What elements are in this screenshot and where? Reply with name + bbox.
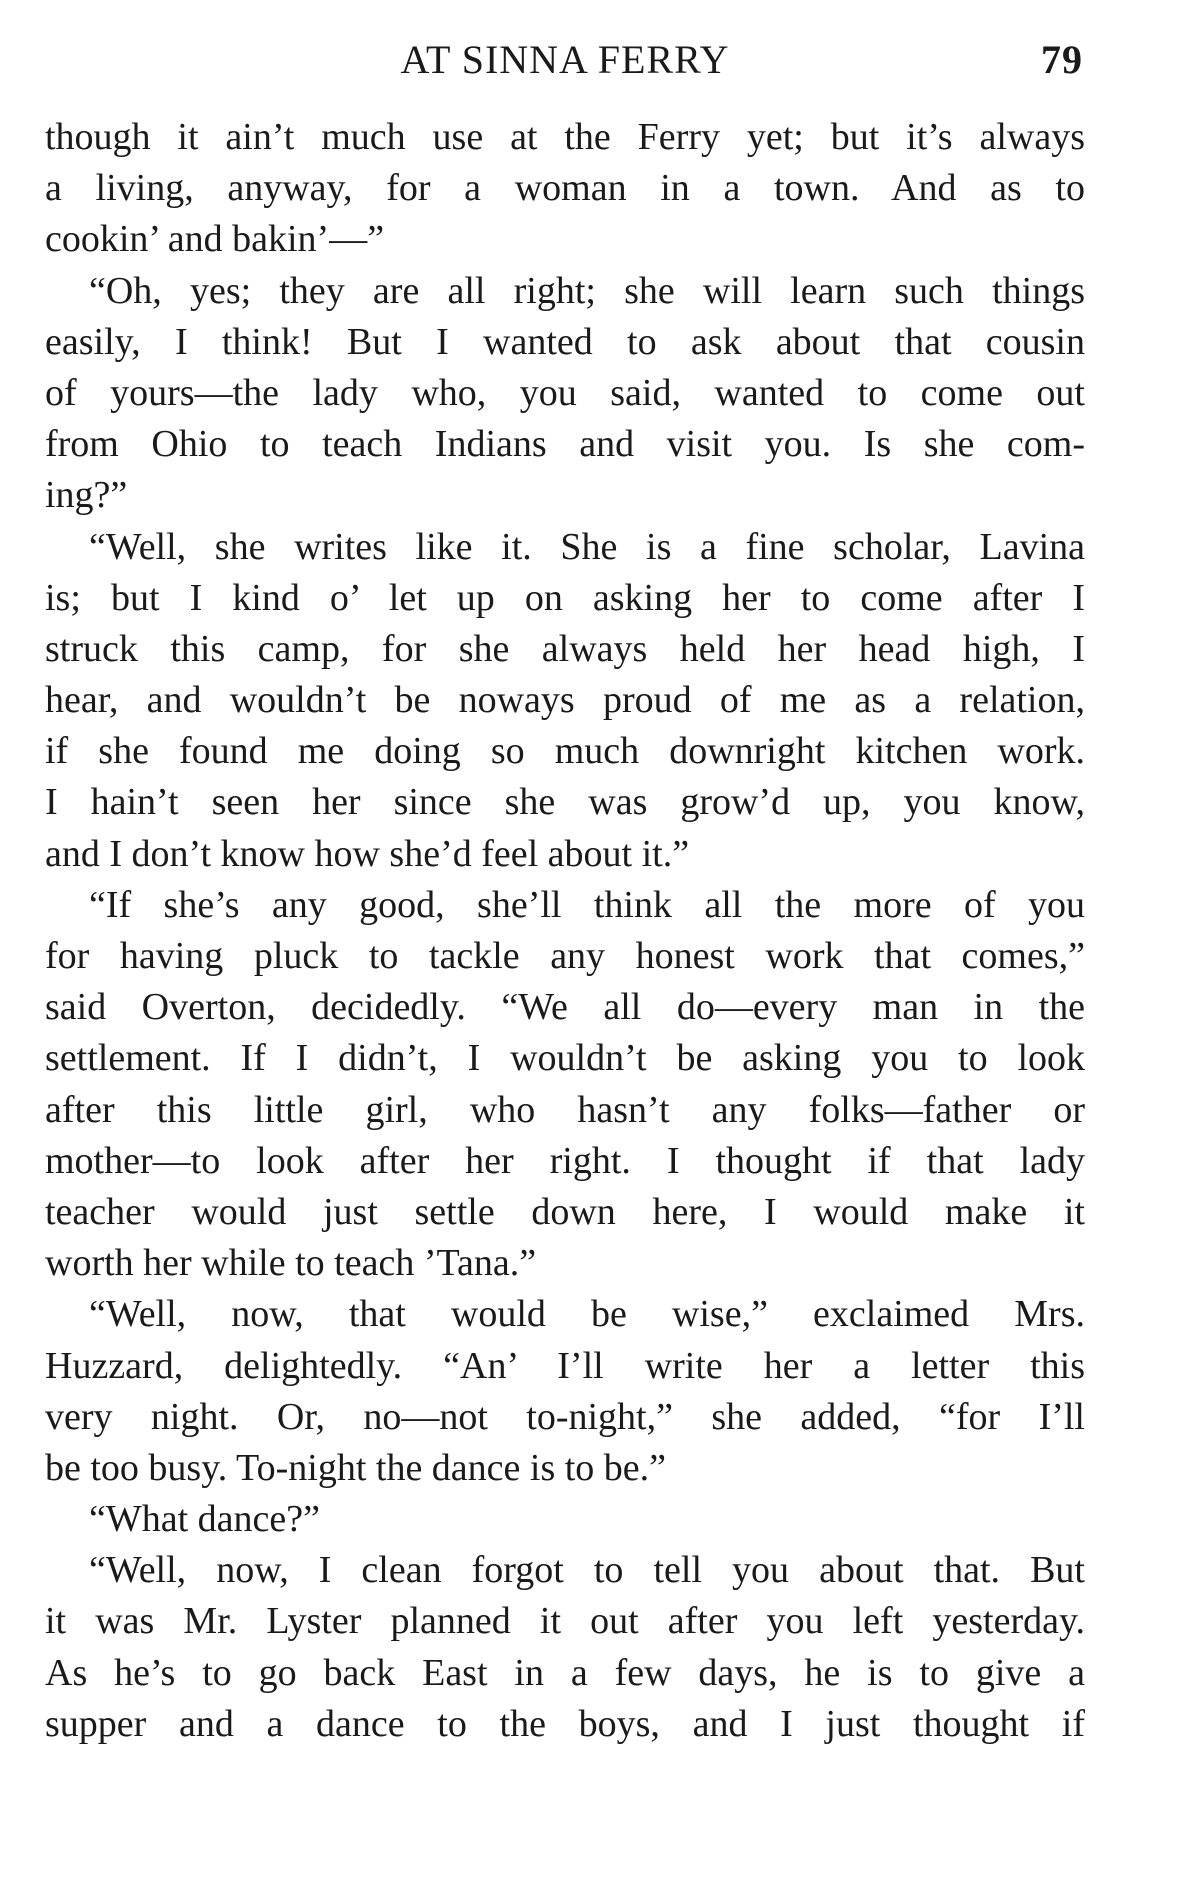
text-line: very night. Or, no—not to-night,” she added, “for I’ll — [45, 1395, 1085, 1438]
text-line: for having pluck to tackle any honest work that comes,” — [45, 935, 1085, 977]
text-line: supper and a dance to the boys, and I just thought if — [45, 1702, 1085, 1745]
text-line: cookin’ and bakin’—” — [45, 218, 385, 261]
text-line: said Overton, decidedly. “We all do—every man in the — [45, 986, 1085, 1029]
body-text — [45, 112, 1085, 1750]
text-line: if she found me doing so much downright kitchen work. — [45, 730, 1085, 773]
text-line: it was Mr. Lyster planned it out after you left yesterday. — [45, 1600, 1085, 1643]
text-line: though it ain’t much use at the Ferry yet; but it’s always — [45, 116, 1085, 158]
page-number: 79 — [1041, 37, 1083, 82]
text-line: worth her while to teach ’Tana.” — [45, 1242, 537, 1285]
text-line: “If she’s any good, she’ll think all the more of you — [89, 883, 1085, 926]
text-line: “Well, now, that would be wise,” exclaimed Mrs. — [89, 1293, 1085, 1336]
text-line: easily, I think! But I wanted to ask about that cousin — [45, 320, 1085, 363]
text-line: “Well, she writes like it. She is a fine scholar, Lavina — [89, 525, 1085, 568]
text-line: I hain’t seen her since she was grow’d up, you know, — [45, 781, 1085, 824]
text-line: hear, and wouldn’t be noways proud of me as a relation, — [45, 679, 1085, 722]
text-line: struck this camp, for she always held her head high, I — [45, 627, 1085, 670]
text-line: “Well, now, I clean forgot to tell you about that. But — [89, 1549, 1085, 1592]
running-title: AT SINNA FERRY — [400, 37, 730, 82]
text-line: “Oh, yes; they are all right; she will learn such things — [89, 269, 1085, 312]
text-line: from Ohio to teach Indians and visit you. Is she com- — [45, 423, 1085, 466]
text-line: be too busy. To-night the dance is to be.” — [45, 1446, 667, 1489]
text-line: after this little girl, who hasn’t any folks—father or — [45, 1088, 1085, 1131]
text-line: Huzzard, delightedly. “An’ I’ll write her a letter this — [45, 1344, 1085, 1387]
text-line: settlement. If I didn’t, I wouldn’t be asking you to look — [45, 1037, 1085, 1080]
text-line: is; but I kind o’ let up on asking her to come after I — [45, 576, 1085, 619]
text-line: of yours—the lady who, you said, wanted to come out — [45, 371, 1085, 414]
text-line: ing?” — [45, 474, 128, 517]
running-head — [45, 34, 1085, 90]
text-line: mother—to look after her right. I thought if that lady — [45, 1139, 1085, 1182]
text-line: and I don’t know how she’d feel about it.” — [45, 832, 690, 875]
text-line: As he’s to go back East in a few days, he is to give a — [45, 1651, 1085, 1694]
text-line: teacher would just settle down here, I would make it — [45, 1190, 1085, 1233]
text-line: “What dance?” — [89, 1498, 320, 1541]
book-page — [45, 34, 1085, 1750]
text-line: a living, anyway, for a woman in a town. And as to — [45, 167, 1085, 210]
